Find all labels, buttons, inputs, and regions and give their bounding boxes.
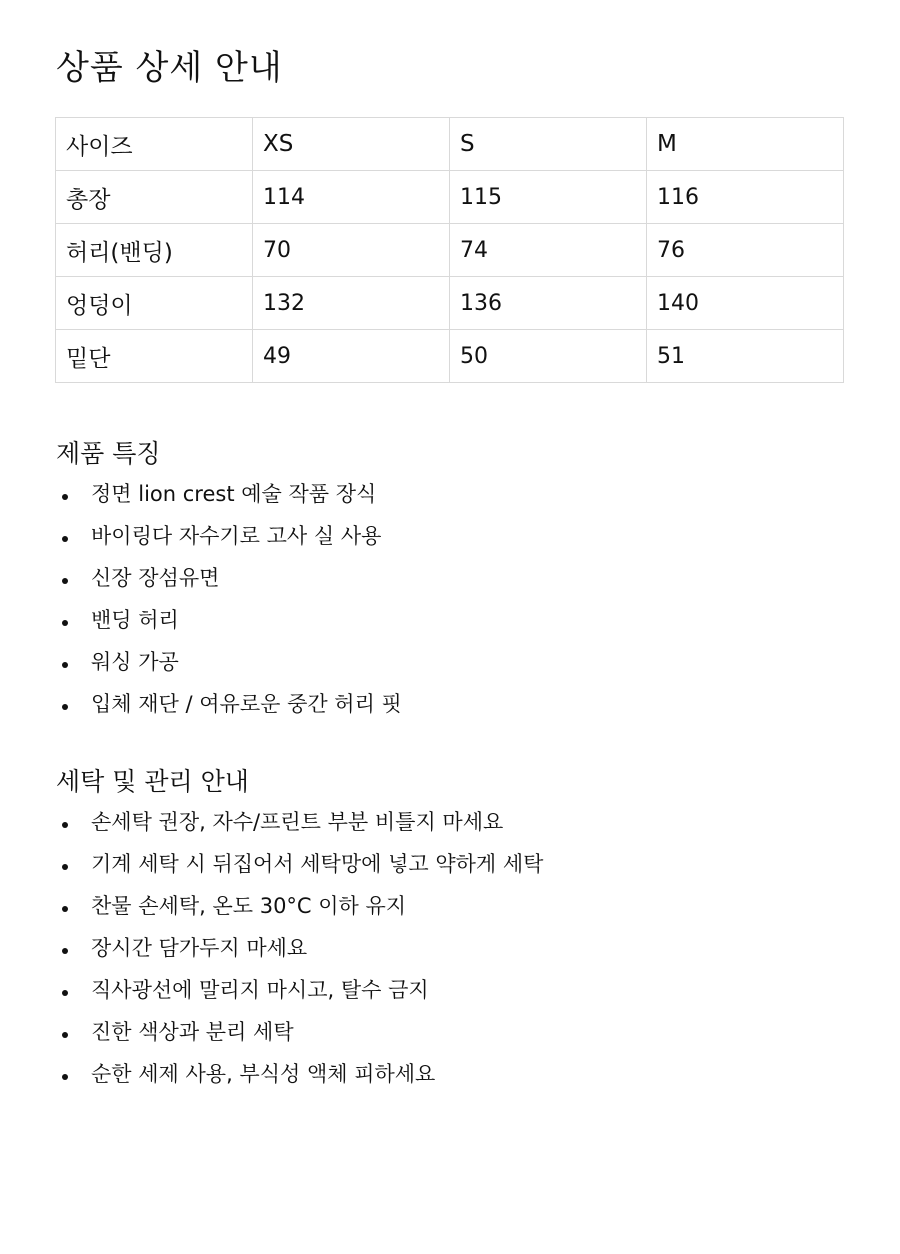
bullet-icon bbox=[62, 1074, 68, 1080]
bullet-icon bbox=[62, 990, 68, 996]
row-label: 허리(밴딩) bbox=[56, 224, 253, 277]
size-table-header-row bbox=[56, 118, 844, 171]
table-cell: 115 bbox=[450, 171, 647, 224]
bullet-icon bbox=[62, 948, 68, 954]
list-item bbox=[56, 933, 876, 975]
table-cell: 116 bbox=[647, 171, 844, 224]
page-title: 상품 상세 안내 bbox=[56, 48, 283, 88]
bullet-icon bbox=[62, 822, 68, 828]
table-cell: 49 bbox=[253, 330, 450, 383]
table-cell: 50 bbox=[450, 330, 647, 383]
bullet-icon bbox=[62, 864, 68, 870]
list-item bbox=[56, 479, 876, 521]
size-header-label: 사이즈 bbox=[56, 118, 253, 171]
size-table bbox=[55, 117, 844, 383]
bullet-icon bbox=[62, 662, 68, 668]
list-item bbox=[56, 605, 876, 647]
table-cell: 51 bbox=[647, 330, 844, 383]
list-item-text: 순한 세제 사용, 부식성 액체 피하세요 bbox=[91, 1062, 436, 1086]
list-item-text: 신장 장섬유면 bbox=[91, 566, 220, 590]
bullet-icon bbox=[62, 906, 68, 912]
list-item-text: 진한 색상과 분리 세탁 bbox=[91, 1020, 294, 1044]
table-cell: 114 bbox=[253, 171, 450, 224]
list-item-text: 찬물 손세탁, 온도 30°C 이하 유지 bbox=[91, 894, 407, 918]
table-cell: 74 bbox=[450, 224, 647, 277]
care-list bbox=[56, 807, 876, 1101]
list-item-text: 정면 lion crest 예술 작품 장식 bbox=[91, 482, 377, 506]
table-cell: 140 bbox=[647, 277, 844, 330]
size-header-xs: XS bbox=[253, 118, 450, 171]
list-item bbox=[56, 1017, 876, 1059]
list-item-text: 워싱 가공 bbox=[91, 650, 179, 674]
list-item-text: 밴딩 허리 bbox=[91, 608, 179, 632]
list-item bbox=[56, 563, 876, 605]
bullet-icon bbox=[62, 1032, 68, 1038]
list-item-text: 기계 세탁 시 뒤집어서 세탁망에 넣고 약하게 세탁 bbox=[91, 852, 544, 876]
bullet-icon bbox=[62, 494, 68, 500]
list-item bbox=[56, 689, 876, 731]
bullet-icon bbox=[62, 578, 68, 584]
table-row bbox=[56, 330, 844, 383]
table-row bbox=[56, 224, 844, 277]
table-cell: 132 bbox=[253, 277, 450, 330]
list-item-text: 장시간 담가두지 마세요 bbox=[91, 936, 308, 960]
row-label: 엉덩이 bbox=[56, 277, 253, 330]
table-cell: 136 bbox=[450, 277, 647, 330]
table-cell: 70 bbox=[253, 224, 450, 277]
bullet-icon bbox=[62, 704, 68, 710]
list-item-text: 직사광선에 말리지 마시고, 탈수 금지 bbox=[91, 978, 429, 1002]
bullet-icon bbox=[62, 536, 68, 542]
size-header-s: S bbox=[450, 118, 647, 171]
table-cell: 76 bbox=[647, 224, 844, 277]
list-item bbox=[56, 849, 876, 891]
list-item bbox=[56, 647, 876, 689]
care-title: 세탁 및 관리 안내 bbox=[56, 767, 249, 796]
list-item-text: 입체 재단 / 여유로운 중간 허리 핏 bbox=[91, 692, 402, 716]
features-title: 제품 특징 bbox=[56, 439, 161, 468]
table-row bbox=[56, 277, 844, 330]
size-header-m: M bbox=[647, 118, 844, 171]
list-item bbox=[56, 1059, 876, 1101]
table-row bbox=[56, 171, 844, 224]
list-item-text: 바이링다 자수기로 고사 실 사용 bbox=[91, 524, 382, 548]
list-item bbox=[56, 891, 876, 933]
list-item bbox=[56, 975, 876, 1017]
row-label: 밑단 bbox=[56, 330, 253, 383]
list-item bbox=[56, 521, 876, 563]
bullet-icon bbox=[62, 620, 68, 626]
row-label: 총장 bbox=[56, 171, 253, 224]
features-list bbox=[56, 479, 876, 731]
list-item-text: 손세탁 권장, 자수/프린트 부분 비틀지 마세요 bbox=[91, 810, 504, 834]
list-item bbox=[56, 807, 876, 849]
